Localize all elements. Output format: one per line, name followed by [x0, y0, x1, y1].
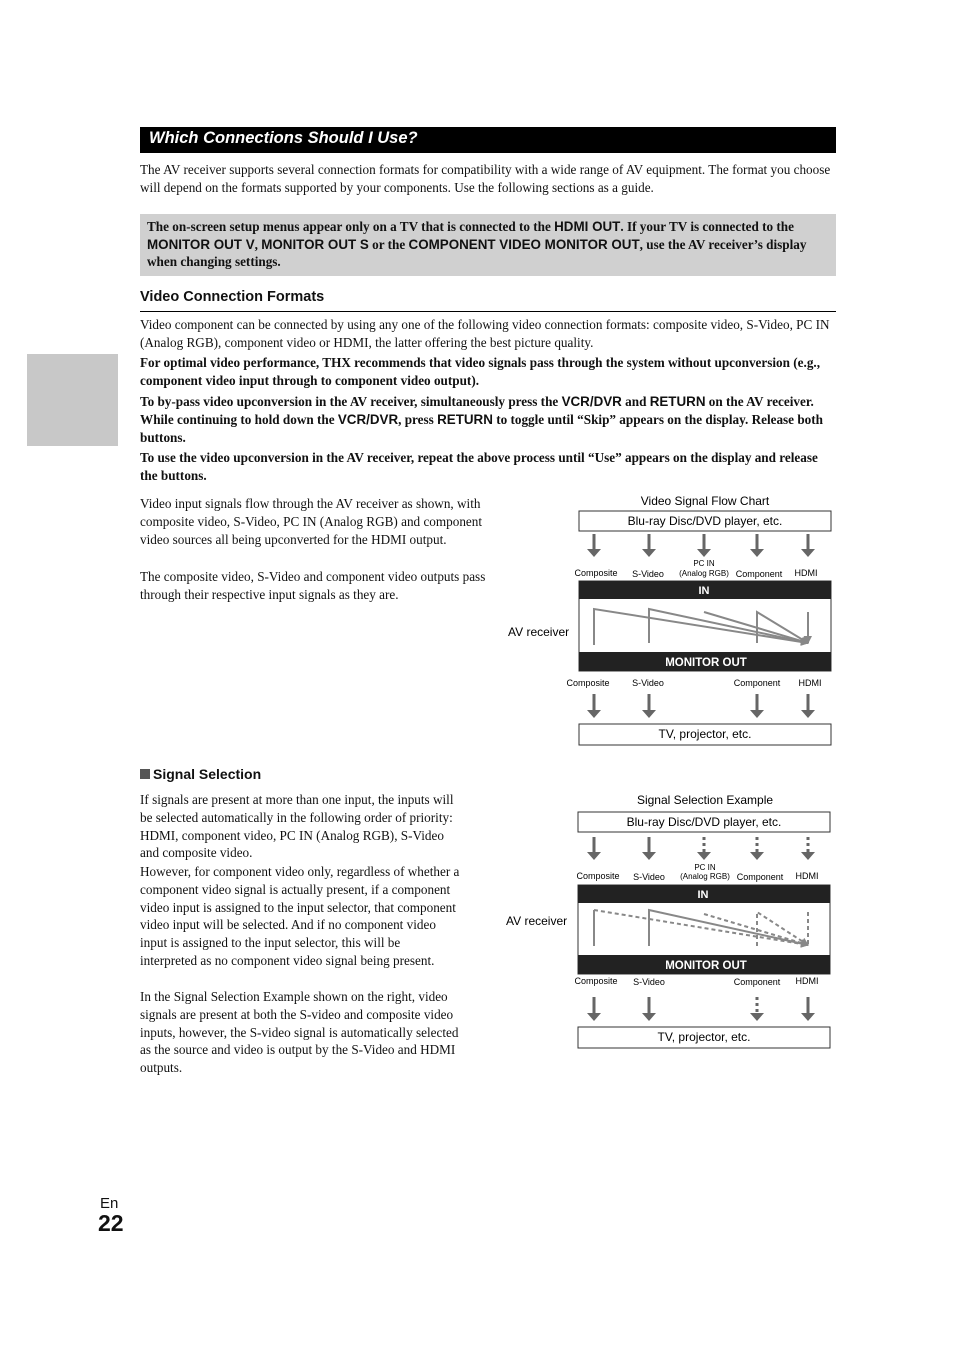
- thx-paragraph: For optimal video performance, THX recommends that video signals pass through the system without upconversion (e.g., component video input through to component video output).: [140, 355, 821, 388]
- example-chart: [500, 788, 840, 1053]
- side-tab: [27, 354, 118, 446]
- example-in-composite: Composite: [576, 871, 620, 881]
- flow-in-pcin: PC IN: [693, 559, 715, 568]
- flow-out-composite: Composite: [566, 678, 610, 688]
- passthrough-paragraph: The composite video, S-Video and component video outputs pass through their respective input signals as they are.: [140, 569, 486, 602]
- example-out-hdmi: HDMI: [795, 976, 819, 986]
- flow-dest-label: TV, projector, etc.: [658, 727, 752, 741]
- intro-paragraph: The AV receiver supports several connection formats for compatibility with a wide range of AV equipment. The format you choose will depend on the formats supported by your components. Use the following sections as a guide.: [140, 162, 831, 195]
- flow-in-label: IN: [698, 585, 710, 597]
- component-paragraph: However, for component video only, regardless of whether a component video signal is actually present, if a component video input is assigned to the input selector, that component video input will be selected. And if no component video input is assigned to the input selector, this will be interpreted as no component video signal being present.: [140, 864, 460, 968]
- signal-selection-heading: Signal Selection: [140, 766, 261, 782]
- example-paragraph: In the Signal Selection Example shown on the right, video signals are present at both the S-video and composite video inputs, however, the S-video signal is automatically selected as the source and video is output by the S-Video and HDMI outputs.: [140, 989, 459, 1076]
- upconversion-paragraph: To use the video upconversion in the AV receiver, repeat the above process until “Use” appears on the display and release the buttons.: [140, 450, 818, 483]
- flow-out-svideo: S-Video: [632, 678, 664, 688]
- section-title: Which Connections Should I Use?: [149, 129, 418, 147]
- flow-in-analog-rgb: (Analog RGB): [679, 569, 729, 578]
- example-in-hdmi: HDMI: [795, 871, 819, 881]
- formats-paragraph: Video component can be connected by using any one of the following video connection formats: composite video, S-Video, PC IN (Analog RGB), component video or HDMI, the latter offering the best picture quality.: [140, 317, 830, 350]
- video-formats-heading: Video Connection Formats: [140, 288, 836, 312]
- flow-out-component: Component: [733, 678, 781, 688]
- example-out-component: Component: [733, 977, 781, 987]
- flow-chart-title: Video Signal Flow Chart: [640, 494, 770, 508]
- flow-paragraph: Video input signals flow through the AV receiver as shown, with composite video, S-Video, PC IN (Analog RGB) and component video sources all being upconverted for the HDMI output.: [140, 496, 483, 547]
- note-text: The on-screen setup menus appear only on a TV that is connected to the HDMI OUT. If your TV is connected to the MONITOR OUT V, MONITOR OUT S or the COMPONENT VIDEO MONITOR OUT, use the AV receiver’s display when changing settings.: [147, 219, 807, 270]
- flow-out-hdmi: HDMI: [798, 678, 822, 688]
- example-out-label: MONITOR OUT: [665, 960, 747, 972]
- example-in-svideo: S-Video: [633, 872, 665, 882]
- flow-in-component: Component: [735, 569, 783, 579]
- note-box: [140, 214, 836, 276]
- example-receiver-label: AV receiver: [506, 914, 568, 928]
- flow-input-arrowheads: [587, 549, 815, 557]
- example-in-label: IN: [697, 889, 709, 901]
- example-in-analog-rgb: (Analog RGB): [680, 872, 730, 881]
- example-in-pcin: PC IN: [694, 863, 716, 872]
- example-chart-title: Signal Selection Example: [636, 793, 774, 807]
- flow-in-composite: Composite: [574, 568, 618, 578]
- flow-chart: [500, 490, 840, 750]
- bypass-paragraph: To by-pass video upconversion in the AV receiver, simultaneously press the VCR/DVR and RETURN on the AV receiver. While continuing to hold down the VCR/DVR, press RETURN to toggle until “Skip” appears on the display. Release both buttons.: [140, 394, 823, 445]
- example-output-arrows: [594, 997, 808, 1016]
- example-out-svideo: S-Video: [633, 977, 665, 987]
- page-number: 22: [98, 1210, 124, 1236]
- flow-out-label: MONITOR OUT: [665, 657, 747, 669]
- flow-in-hdmi: HDMI: [794, 568, 818, 578]
- flow-source-label: Blu-ray Disc/DVD player, etc.: [627, 514, 783, 528]
- flow-in-svideo: S-Video: [632, 569, 664, 579]
- example-dest-label: TV, projector, etc.: [657, 1030, 751, 1044]
- language-label: En: [100, 1195, 119, 1212]
- example-in-component: Component: [736, 872, 784, 882]
- section-title-bar: [140, 127, 836, 153]
- flow-output-arrows: [594, 694, 808, 713]
- example-source-label: Blu-ray Disc/DVD player, etc.: [626, 815, 782, 829]
- priority-paragraph: If signals are present at more than one input, the inputs will be selected automatically in the following order of priority: HDMI, component video, PC IN (Analog RGB), S-Video and composite video.: [140, 792, 454, 861]
- example-out-composite: Composite: [574, 976, 618, 986]
- flow-receiver-label: AV receiver: [508, 625, 570, 639]
